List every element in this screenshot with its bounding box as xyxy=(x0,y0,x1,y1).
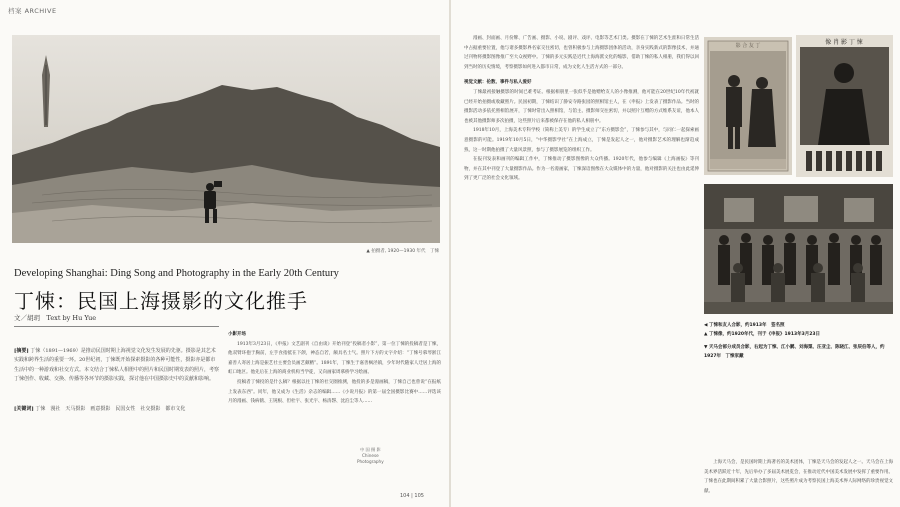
body-column-left xyxy=(228,330,441,407)
photo-caption: ▲ 拍摄者, 1920—1930 年代 丁悚 xyxy=(366,249,439,254)
english-title: Developing Shanghai: Ding Song and Photography in the Early 20th Century xyxy=(14,268,339,279)
svg-text:影 合 友 丁: 影 合 友 丁 xyxy=(735,43,761,49)
left-page xyxy=(0,0,449,507)
paragraph: 漫画、封面画、月份牌、广告画、摄影、小说、剧评、戏评、电影等艺术门类。摄影在丁悚的艺术生涯和日常生活中占据重要位置，他与诸多摄影界名家交往密切，也曾积极参与上海摄影团体的活动，亲身实践新式的影像技术，并通过刊物将摄影图像推广至大众视野中。丁悚的多元实践是近代上海海派文化的缩影，借助丁悚的私人相册，我们得以回到当时的历史情境，考察摄影如何进入都市日常，成为文化人生活方式的一部分。 xyxy=(464,36,699,70)
keywords-tag: [关键词] xyxy=(14,406,34,412)
page-number: 104 | 105 xyxy=(400,493,424,499)
body-column-right xyxy=(464,34,699,184)
keywords xyxy=(14,405,219,412)
photo2-title: 像 肖 影 丁 悚 xyxy=(825,39,863,46)
title-rule xyxy=(14,326,219,327)
caption-block xyxy=(704,321,893,361)
section-header: 档案 ARCHIVE xyxy=(8,7,57,15)
abstract xyxy=(14,347,219,385)
abstract-tag: [摘要] xyxy=(14,348,29,354)
right-page xyxy=(451,0,900,507)
subhead-visual-docs: 视觉文献：伦数、事件与私人爱好 xyxy=(464,80,532,86)
paragraph: 上海天马会，是民国时期上海著名的美术团体，丁悚是天马会的发起人之一。天马会在上海美术界活跃近十年，先后举办了多届美术展览会，在推动近代中国美术发展中发挥了重要作用。丁悚也在此期间积累了大量合影照片，这些照片成为考察民国上海美术界人际网络的珍贵视觉文献。 xyxy=(704,460,893,494)
group-photo-icon xyxy=(704,184,893,314)
landscape-photo-icon xyxy=(12,35,440,243)
keywords-text: 丁悚 漫社 天马摄影 画意摄影 民国女性 社交摄影 都市文化 xyxy=(35,406,186,412)
subhead-opening: 小影开场 xyxy=(228,332,246,337)
caption-2: ▲ 丁悚像，约1920年代，刊于《申报》1913年3月23日 xyxy=(704,332,820,337)
chinese-title: 丁悚：民国上海摄影的文化推手 xyxy=(14,289,308,313)
portrait-photo-icon xyxy=(704,37,792,175)
paragraph: 在报刊发表和画刊的编辑工作中，丁悚推动了摄影图像的大众传播。1920年代，他参与编辑《上海画报》等刊物，并在其中刊登了大量摄影作品。作为一名漫画家，丁悚深谙图像在大众媒体中的力量，他对摄影的关注也由此延伸到了更广泛的社会文化领域。 xyxy=(464,157,699,182)
body-column-right-lower xyxy=(704,458,893,496)
byline: 文／胡玥 Text by Hu Yue xyxy=(14,314,97,322)
paragraph: 丁悚最初接触摄影的时间已难考证。根据相册里一张似乎是他赠给友人的小像推测，他可能在20世纪10年代初就已经开始拍摄或收藏照片。民国初期，丁悚结识了静安寺路张园的照相馆主人，在《申报》上发表了摄影作品。当时的摄影活动多依托照相馆展开，丁悚时常出入照相馆，与馆主、摄影师交往密切，并以照片互赠的方式维系友谊，他本人也被其他摄影师多次拍摄，这些照片后来都被保存在他的私人相册中。 xyxy=(464,89,699,124)
portrait-photo-icon xyxy=(796,35,893,177)
caption-3: ▼ 天马会部分成员合影，右起为丁悚、江小鹣、刘海粟、汪亚尘、陈晓江、张辰伯等人，约1927年 丁悚家藏 xyxy=(704,345,885,359)
caption-1: ◀ 丁悚和友人合影，约1913年 签名照 xyxy=(704,323,785,328)
paragraph: 投稿者丁悚投的是什么稿？根据以往丁悚的社交圈推测，他投的多是漫画稿，丁悚自己也曾说“在报纸上发表东西”。同年，他又成为《生活》杂志的编辑……《小说月报》的第一届全国摄影比赛中……评选该月的漫画、钱病鹤、王钝根、但杜宇、张光宇、杨清磬、沈泊尘等人…… xyxy=(228,379,441,405)
paragraph: 1913年3月23日，《申报》文艺副刊《自由谈》开始刊登“投稿者小影”，第一位丁悚的投稿者是丁悚，他双臂环抱于胸前，左手食指抵在下颌，神态自若，颇具名士气。照片下方的文字介绍：“丁悚号慕琴浙江嘉善人寄居上海是振艺社主要会员画艺颇精”。1891年，丁悚生于嘉善枫泾镇，少年时代随家人迁居上海的虹口地区。他先后在上海的商业机构当学徒，又向画家周慕桥学习绘画。 xyxy=(228,341,441,376)
publication-stamp: 中 国 摄 影 Chinese Photography xyxy=(357,447,384,464)
paragraph: 1918年10月，上海美术专科学校（简称上美专）的学生成立了“东方摄影会”，丁悚参与其中，与同仁一起探索画意摄影的可能。1919年10月5日，“中华摄影学社”在上海成立，丁悚是发起人之一，他对摄影艺术的理解也渐趋成熟，这一时期他拍摄了大量风景照，参与了摄影展览的组织工作。 xyxy=(464,128,699,153)
abstract-text: 丁悚（1891—1969）是推动民国时期上海视觉文化发生发展的先驱。摄影是其艺术实践和跨界生活的重要一环。20世纪初，丁悚既开始探索摄影的各种可能性，摄影亦是都市生活中的一种游戏和社交方式。本文结合丁悚私人相册中的照片和民国时期发表的照片，考察丁悚创作、收藏、交换、传播等各环节的摄影实践，探讨他在中国摄影史中的贡献和影响。 xyxy=(14,348,220,383)
